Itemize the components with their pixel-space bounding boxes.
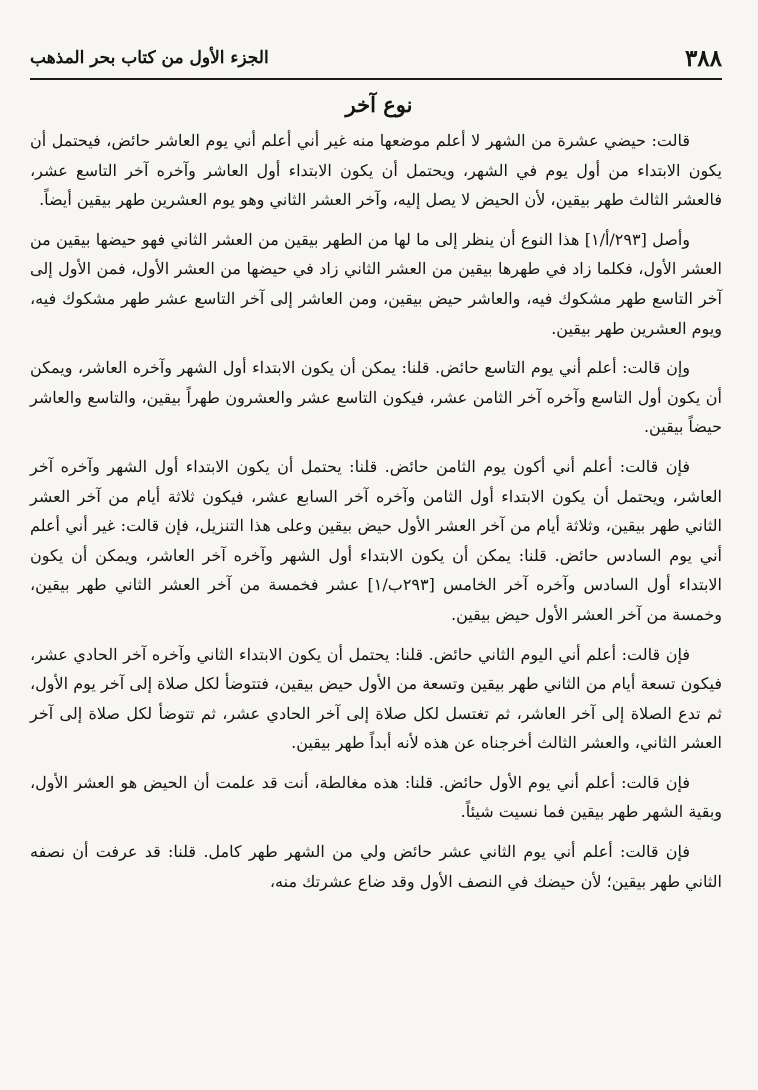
paragraph: فإن قالت: أعلم أني أكون يوم الثامن حائض. قلنا: يحتمل أن يكون الابتداء أول الشهر وآخره آخر العاشر، ويحتمل أن يكون الابتداء أول الثامن وآخره آخر السابع عشر، فيكون ثلاثة أيام من آخر العشر الثاني طهر بيقين، وثلاثة أيام من آخر العشر الأول حيض بيقين وعلى هذا التنزيل، فإن قالت: غير أني أعلم أني يوم السادس حائض. قلنا: يمكن أن يكون الابتداء أول الشهر وآخره آخر العاشر، ويمكن أن يكون الابتداء أول السادس وآخره آخر الخامس [٢٩٣ب/١] عشر فخمسة من آخر العشر الثاني طهر بيقين، وخمسة من آخر العشر الأول حيض بيقين. [30,456,723,624]
paragraph: وأصل [٢٩٣/أ/١] هذا النوع أن ينظر إلى ما لها من الطهر بيقين من العشر الثاني فهو حيضها بيقين من العشر الأول، فكلما زاد في طهرها بيقين من العشر الثاني زاد في حيضها من العشر الأول، فمن الأول إلى آخر التاسع طهر مشكوك فيه، والعاشر حيض بيقين، ومن العاشر إلى آخر التاسع عشر طهر مشكوك فيه، ويوم العشرين طهر بيقين. [30,229,722,338]
running-title: الجزء الأول من كتاب بحر المذهب [30,48,269,68]
page-number: ٣٨٨ [684,44,722,72]
paragraph: فإن قالت: أعلم أني يوم الأول حائض. قلنا: هذه مغالطة، أنت قد علمت أن الحيض هو العشر الأول، وبقية الشهر طهر بيقين فما نسيت شيئاً. [30,772,722,822]
page-header [30,38,722,80]
paragraph: فإن قالت: أعلم أني يوم الثاني عشر حائض ولي من الشهر طهر كامل. قلنا: قد عرفت أن نصفه الثاني طهر بيقين؛ لأن حيضك في النصف الأول وقد ضاع عشرتك منه، [30,842,722,891]
paragraph: وإن قالت: أعلم أني يوم التاسع حائض. قلنا: يمكن أن يكون الابتداء أول الشهر وآخره العاشر، ويمكن أن يكون أول التاسع وآخره آخر الثامن عشر، فيكون التاسع عشر والعشرون طهراً بيقين، والتاسع والعاشر حيضاً بيقين. [30,358,722,437]
paragraph: فإن قالت: أعلم أني اليوم الثاني حائض. قلنا: يحتمل أن يكون الابتداء الثاني وآخره آخر الحادي عشر، فيكون تسعة أيام من الثاني طهر بيقين وتسعة من الأول حيض بيقين، فتتوضأ لكل صلاة إلى آخر يوم الأول، ثم تدع الصلاة إلى آخر العاشر، ثم تغتسل لكل صلاة إلى آخر الحادي عشر، ثم تتوضأ لكل صلاة إلى آخر العشر الثاني، والعشر الثالث أخرجناه عن هذه لأنه أبداً طهر بيقين. [30,644,722,753]
body-text [30,126,722,906]
paragraph: قالت: حيضي عشرة من الشهر لا أعلم موضعها منه غير أني أعلم أني يوم العاشر حائض، فيحتمل أن يكون الابتداء من أول يوم في الشهر، ويحتمل أن يكون الابتداء أول العاشر وآخره آخر التاسع عشر، فالعشر الثالث طهر بيقين، لأن الحيض لا يصل إليه، وآخر العشر الثاني وهو يوم العشرين طهر بيقين أيضاً. [30,131,722,210]
section-title: نوع آخر [345,92,413,117]
